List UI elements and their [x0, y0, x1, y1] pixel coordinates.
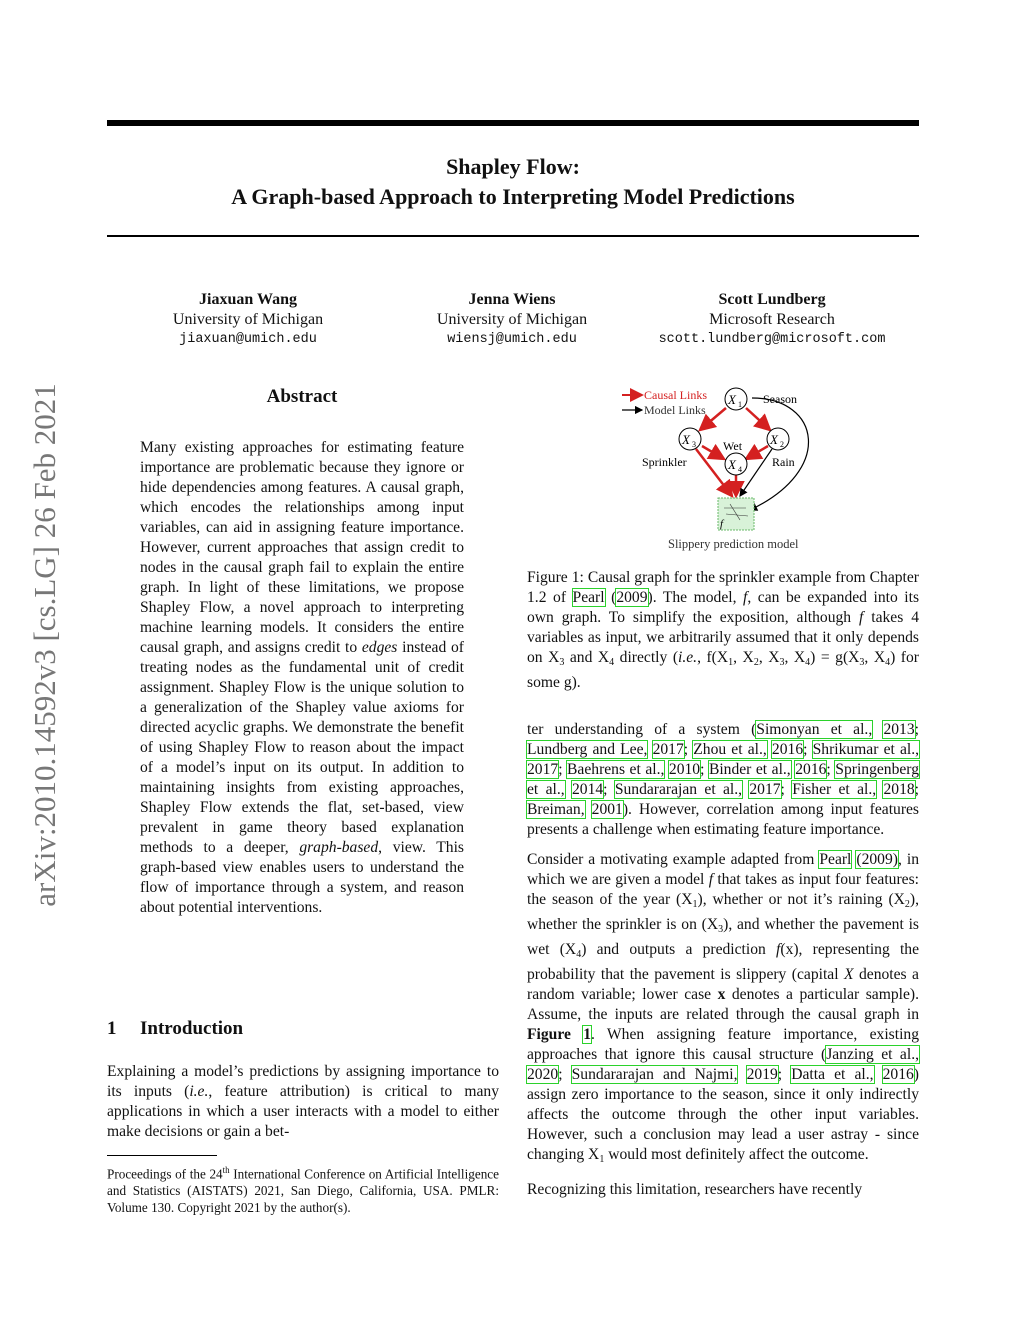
caption-sub: 3 [559, 657, 565, 668]
figure-causal-graph [620, 380, 840, 555]
label-sprinkler: Sprinkler [642, 455, 687, 469]
author-email[interactable]: wiensj@umich.edu [447, 332, 577, 347]
body-sub: 2 [904, 899, 910, 910]
caption-sub: 1 [728, 657, 734, 668]
citation-link[interactable]: 2001 [591, 801, 623, 818]
body-text: Consider a motivating example adapted from [527, 851, 820, 868]
citation-link[interactable]: Baehrens et al., [567, 761, 665, 778]
citation-link[interactable]: 2017 [652, 741, 684, 758]
figure-model-label: Slippery prediction model [668, 537, 799, 551]
svg-text:X: X [728, 457, 736, 472]
author-affiliation: University of Michigan [172, 311, 324, 328]
caption-text: , X [758, 649, 780, 666]
author-email[interactable]: scott.lundberg@microsoft.com [658, 332, 886, 347]
figure-link[interactable]: 1 [583, 1026, 591, 1043]
caption-sub: 4 [805, 657, 811, 668]
intro-emphasis: i.e. [189, 1083, 209, 1100]
intro-text: , feature attribution) is critical to many applications in which a user interacts with a model to either make decisions or gain a bet- [107, 1083, 499, 1140]
edge-x2-x4 [746, 446, 768, 459]
citation-link[interactable]: Zhou et al., [693, 741, 767, 758]
body-sub: 4 [576, 949, 582, 960]
body-math: f [776, 941, 781, 958]
caption-text: ( [604, 589, 617, 606]
title-line-1: Shapley Flow: [446, 154, 580, 179]
model-box [718, 498, 754, 530]
caption-text: , X [733, 649, 754, 666]
caption-text: , X [864, 649, 886, 666]
citation-link[interactable]: (2009) [856, 851, 898, 868]
citation-link[interactable]: Pearl [819, 851, 852, 868]
caption-text: takes 4 variables as input, we arbitrarily assumed that it only depends on X [527, 609, 919, 666]
author-block [118, 290, 378, 350]
intro-body [107, 1062, 499, 1142]
label-wet: Wet [723, 439, 743, 453]
svg-text:X: X [682, 432, 690, 447]
caption-sub: 3 [779, 657, 785, 668]
paragraph: Consider a motivating example adapted from Pearl (2009), in which we are given a model f that takes as input four features: the season of the year $(X_1)$, whether or not it’s raining $(X_2)$, whether the sprinkler is on $(X_3)$, and whether the pavement is wet $(X_4)$ and outputs a prediction f(x), representing the probability that the pavement is slippery (capital X denotes a random variable; lower case x denotes a particular sample). Assume, the inputs are related through the causal graph in Figure 1. When assigning feature importance, existing approaches that ignore this causal structure (Janzing et al., 2020; Sundararajan and Najmi, 2019; Datta et al., 2016) assign zero importance to the season, since it only indirectly affects the outcome through the other input variables. However, such a conclusion may lead a user astray - since changing $X_1$ would most definitely affect the outcome. [527, 851, 920, 1165]
body-text: ). However, correlation among input features presents a challenge when estimating feature importance. [527, 801, 920, 838]
caption-text: , X [784, 649, 806, 666]
label-season: Season [763, 392, 797, 406]
body-text: Recognizing this limitation, researchers have recently [527, 1181, 863, 1198]
body-text: ter understanding of a system ( [527, 721, 757, 738]
body-text: denotes a random variable; lower case [527, 966, 919, 1003]
footnote [107, 1162, 499, 1216]
body-math: f [708, 871, 714, 888]
author-email[interactable]: jiaxuan@umich.edu [179, 332, 317, 347]
citation-link[interactable]: Binder et al., [708, 761, 791, 778]
citation-link[interactable]: Shrikumar et al., [812, 741, 920, 758]
abstract-text: instead of treating nodes as the fundamental unit of credit assignment. Shapley Flow is the unique solution to a generalization of the Shapley value axioms for directed acyclic graphs. We demonstrate the benefit of using Shapley Flow to reason about the impact of a model’s input on its output. In addition to maintaining insights from existing approaches, Shapley Flow extends the flat, set-based, view prevalent in game theory based explanation methods to a deeper, [140, 639, 464, 856]
author-block [382, 290, 642, 350]
body-sub: 1 [692, 899, 698, 910]
caption-text: , can be expanded into its own graph. To simplify the exposition, although [527, 589, 920, 626]
footnote-sup: th [222, 1165, 230, 1175]
body-text: ), whether the sprinkler is on (X [527, 891, 919, 933]
model-f-label: f [720, 518, 724, 530]
body-sub: 1 [599, 1154, 605, 1165]
caption-text: , f(X [697, 649, 729, 666]
title-rule-top [107, 120, 919, 126]
citation-link[interactable]: 2016 [795, 761, 827, 778]
edge-x1-f [750, 398, 808, 510]
caption-math: f [743, 589, 748, 606]
citation-link[interactable]: Lundberg and Lee, [527, 741, 648, 758]
body-text: ) and outputs a prediction [581, 941, 777, 958]
svg-text:2: 2 [780, 440, 784, 449]
figure-reference: Figure [527, 1026, 584, 1043]
svg-text:1: 1 [738, 400, 742, 409]
edge-x3-f [696, 449, 732, 496]
citation-link[interactable]: Sundararajan et al., [614, 781, 743, 798]
body-text: , in which we are given a model [527, 851, 919, 888]
author-name: Jenna Wiens [468, 291, 556, 308]
section-number: 1 [107, 1018, 117, 1039]
body-text: . When assigning feature importance, existing approaches that ignore this causal structure ( [527, 1026, 919, 1063]
paper-title [107, 152, 919, 212]
citation-link[interactable]: Datta et al., [791, 1066, 874, 1083]
body-text: ), and whether the pavement is wet (X [527, 916, 919, 958]
caption-text: directly ( [614, 649, 679, 666]
citation-link[interactable]: 2009 [616, 589, 648, 606]
svg-text:3: 3 [692, 440, 696, 449]
label-rain: Rain [772, 455, 795, 469]
edge-x2-f [740, 449, 772, 496]
caption-text: and X [564, 649, 610, 666]
footnote-text: Proceedings of the 24 [107, 1166, 223, 1182]
paragraph: ter understanding of a system (Simonyan et al., 2013; Lundberg and Lee, 2017; Zhou et al., 2016; Shrikumar et al., 2017; Baehrens et al., 2010; Binder et al., 2016; Springenberg et al., 2014; Sundararajan et al., 2017; Fisher et al., 2018; Breiman, 2001). However, correlation among input features presents a challenge when estimating feature importance. [527, 721, 920, 838]
author-name: Scott Lundberg [718, 291, 826, 308]
node-x4 [725, 453, 747, 475]
caption-sub: 2 [753, 657, 759, 668]
node-x3 [679, 428, 701, 450]
citation-link[interactable]: 2016 [771, 741, 804, 758]
caption-sub: 3 [859, 657, 865, 668]
citation-link[interactable]: 2020 [527, 1066, 559, 1083]
body-text: ) assign zero importance to the season, since it only indirectly affects the outcome through the other input variables. However, such a conclusion may lead a user astray - since changing X [527, 1066, 919, 1163]
title-rule-bottom [107, 235, 919, 237]
citation-link[interactable]: Springenberg et al., [527, 761, 920, 798]
title-line-2: A Graph-based Approach to Interpreting Model Predictions [231, 184, 795, 209]
body-text: (x), representing the probability that the pavement is slippery (capital [527, 941, 920, 983]
citation-link[interactable]: Pearl [572, 589, 605, 606]
legend-model-label: Model Links [644, 403, 706, 417]
citation-link[interactable]: 2014 [571, 781, 604, 798]
abstract-emphasis: graph-based [299, 839, 379, 856]
caption-text: ). The model, [647, 589, 744, 606]
citation-link[interactable]: 2018 [883, 781, 915, 798]
caption-math: f [859, 609, 864, 626]
body-math: X [844, 966, 854, 983]
caption-emphasis: i.e. [678, 649, 698, 666]
abstract-text: Many existing approaches for estimating feature importance are problematic because they ignore or hide dependencies among features. A causal graph, which encodes the relationships among input variables, can aid in assigning feature importance. However, current approaches that assign credit to nodes in the causal graph fail to explain the entire graph. In light of these limitations, we propose Shapley Flow, a novel approach to interpreting machine learning models. It considers the entire causal graph, and assigns credit to [140, 439, 464, 656]
citation-link[interactable]: Janzing et al., [826, 1046, 919, 1063]
figure-caption [527, 568, 919, 693]
citation-link[interactable]: Fisher et al., [792, 781, 877, 798]
body-math: x [717, 986, 726, 1003]
causal-graph-svg [620, 380, 840, 555]
edge-x3-x4 [702, 446, 724, 459]
intro-text: Explaining a model’s predictions by assigning importance to its inputs ( [107, 1063, 499, 1100]
right-column-body [527, 720, 919, 1200]
paragraph [527, 1180, 919, 1200]
abstract-emphasis: edges [361, 639, 398, 656]
body-sub: 3 [718, 924, 724, 935]
author-affiliation: University of Michigan [436, 311, 588, 328]
footnote-text: International Conference on Artificial Intelligence and Statistics (AISTATS) 2021, San Diego, California, USA. PMLR: Volume 130. Copyright 2021 by the author(s). [107, 1166, 499, 1216]
caption-text: Figure 1: Causal graph for the sprinkler example from Chapter 1.2 of [527, 569, 919, 606]
caption-text: ) for some g). [527, 649, 919, 691]
citation-link[interactable]: 2013 [883, 721, 915, 738]
citation-link[interactable]: Sundararajan and Najmi, [571, 1066, 738, 1083]
node-x1 [725, 388, 747, 410]
caption-sub: 4 [885, 657, 891, 668]
body-text: ), whether or not it’s raining (X [697, 891, 905, 908]
citation-link[interactable]: Simonyan et al., [756, 721, 873, 738]
node-x2 [767, 428, 789, 450]
footnote-rule [107, 1155, 217, 1156]
citation-link[interactable]: 2017 [749, 781, 781, 798]
caption-text: ) = g(X [810, 649, 860, 666]
abstract-body [140, 438, 464, 918]
svg-text:X: X [728, 392, 736, 407]
caption-sub: 4 [609, 657, 615, 668]
abstract-text: , view. This graph-based view enables users to understand the flow of importance through a system, and reason about potential interventions. [140, 839, 464, 916]
abstract-heading: Abstract [266, 386, 338, 407]
citation-link[interactable]: 2016 [882, 1066, 914, 1083]
author-affiliation: Microsoft Research [709, 311, 835, 328]
legend-causal-label: Causal Links [644, 388, 707, 402]
body-text: would most definitely affect the outcome. [604, 1146, 869, 1163]
svg-text:4: 4 [738, 465, 742, 474]
author-name: Jiaxuan Wang [199, 291, 297, 308]
citation-link[interactable]: 2019 [746, 1066, 778, 1083]
author-block [642, 290, 902, 350]
svg-text:X: X [770, 432, 778, 447]
section-title: Introduction [140, 1018, 244, 1039]
citation-link[interactable]: 2017 [527, 761, 559, 778]
edge-x1-x2 [746, 408, 770, 430]
body-text: denotes a particular sample). Assume, the inputs are related through the causal graph in [527, 986, 919, 1023]
body-text: that takes as input four features: the season of the year (X [527, 871, 919, 908]
arxiv-identifier: arXiv:2010.14592v3 [cs.LG] 26 Feb 2021 [27, 383, 62, 907]
section-heading-introduction [107, 1018, 243, 1040]
citation-link[interactable]: Breiman, [527, 801, 585, 818]
citation-link[interactable]: 2010 [668, 761, 701, 778]
